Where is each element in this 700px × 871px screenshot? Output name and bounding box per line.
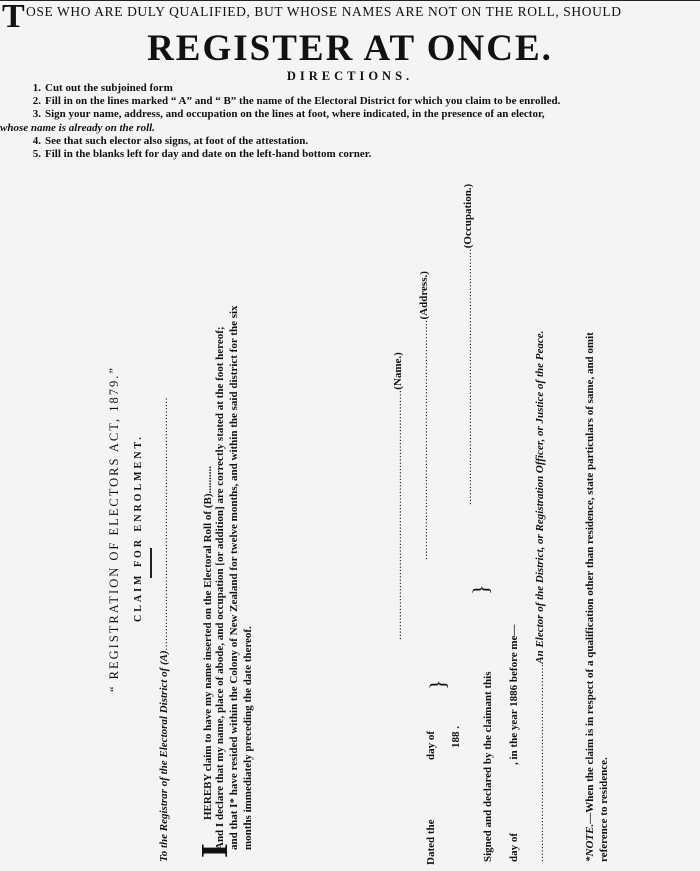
claim-paragraph-2: And I declare that my name, place of abode, and occupation [or addition] are correctly stated at the foot hereof; — [214, 326, 226, 850]
claim-paragraph-4: months immediately preceding the date thereof. — [242, 626, 254, 850]
dropcap-i: I — [194, 843, 236, 858]
header-line: OSE WHO ARE DULY QUALIFIED, BUT WHOSE NAMES ARE NOT ON THE ROLL, SHOULD — [26, 4, 622, 19]
name-label: (Name.) — [392, 352, 404, 390]
address-field — [418, 271, 431, 560]
heading-rule — [150, 548, 152, 578]
page-title: REGISTER AT ONCE. — [147, 28, 553, 69]
signed-declared-label: Signed and declared by the claimant this — [482, 671, 494, 862]
claim-paragraph-1: HEREBY claim to have my name inserted on the Electoral Roll of (B).......... — [202, 466, 214, 820]
direction-3-continued: whose name is already on the roll. — [0, 122, 155, 134]
occupation-field — [462, 184, 475, 505]
address-dots: .......................................................................... — [418, 319, 430, 560]
occupation-label: (Occupation.) — [462, 183, 474, 249]
direction-number: 4. — [32, 135, 41, 147]
direction-3 — [27, 108, 545, 120]
direction-text: Fill in on the lines marked “ A” and “ B” the name of the Electoral District for which you claim to be enrolled. — [45, 95, 561, 107]
direction-number: 5. — [32, 148, 41, 160]
direction-1 — [27, 82, 173, 94]
attestation-dots: ............................................................. — [534, 663, 546, 862]
dropcap-letter: T — [2, 0, 25, 35]
footnote-line-1 — [584, 332, 597, 862]
footnote-line-2: reference to residence. — [598, 757, 610, 862]
attestation-line — [534, 331, 547, 862]
direction-number: 2. — [32, 95, 41, 107]
occupation-dots: ............................................................................... — [462, 248, 474, 505]
day-of-label: day of — [425, 730, 437, 760]
direction-4 — [27, 135, 308, 147]
direction-number: 3. — [32, 108, 41, 120]
claim-heading: CLAIM FOR ENROLMENT. — [133, 434, 144, 622]
attestation-label: An Elector of the District, or Registration Officer, or Justice of the Peace. — [534, 330, 546, 664]
name-field — [392, 352, 405, 640]
dated-label: Dated the — [425, 819, 437, 865]
direction-text: See that such elector also signs, at foot of the attestation. — [45, 135, 309, 147]
direction-text: Cut out the subjoined form — [45, 82, 173, 94]
address-label: (Address.) — [418, 271, 430, 320]
direction-text: Fill in the blanks left for day and date on the left-hand bottom corner. — [45, 148, 372, 160]
registrar-line — [158, 397, 171, 862]
name-dots: ............................................................................. — [392, 389, 404, 640]
in-year-label: , in the year 1886 before me— — [508, 624, 520, 765]
direction-text: Sign your name, address, and occupation on the lines at foot, where indicated, in the presence of an elector, — [45, 108, 545, 120]
act-title: “ REGISTRATION OF ELECTORS ACT, 1879.” — [107, 366, 121, 692]
direction-number: 1. — [32, 82, 41, 94]
direction-5 — [27, 148, 371, 160]
directions-heading: DIRECTIONS. — [286, 69, 414, 83]
brace-mark: } — [468, 584, 493, 595]
claim-paragraph-3: and that I* have resided within the Colony of New Zealand for twelve months, and within the said district for the six — [228, 305, 240, 850]
direction-2 — [27, 95, 560, 107]
registrar-label: To the Registrar of the Electoral District of (A) — [158, 650, 170, 862]
note-prefix: *NOTE. — [584, 823, 596, 862]
district-a-field: .............................................................................. — [158, 396, 170, 651]
day-of-label-2: day of — [508, 832, 520, 862]
year-188-label: 188 . — [450, 726, 462, 748]
note-text: —When the claim is in respect of a qualification other than residence, state particulars of same, and omit — [584, 332, 596, 824]
brace-mark: } — [425, 679, 450, 690]
top-rule — [0, 0, 700, 1]
